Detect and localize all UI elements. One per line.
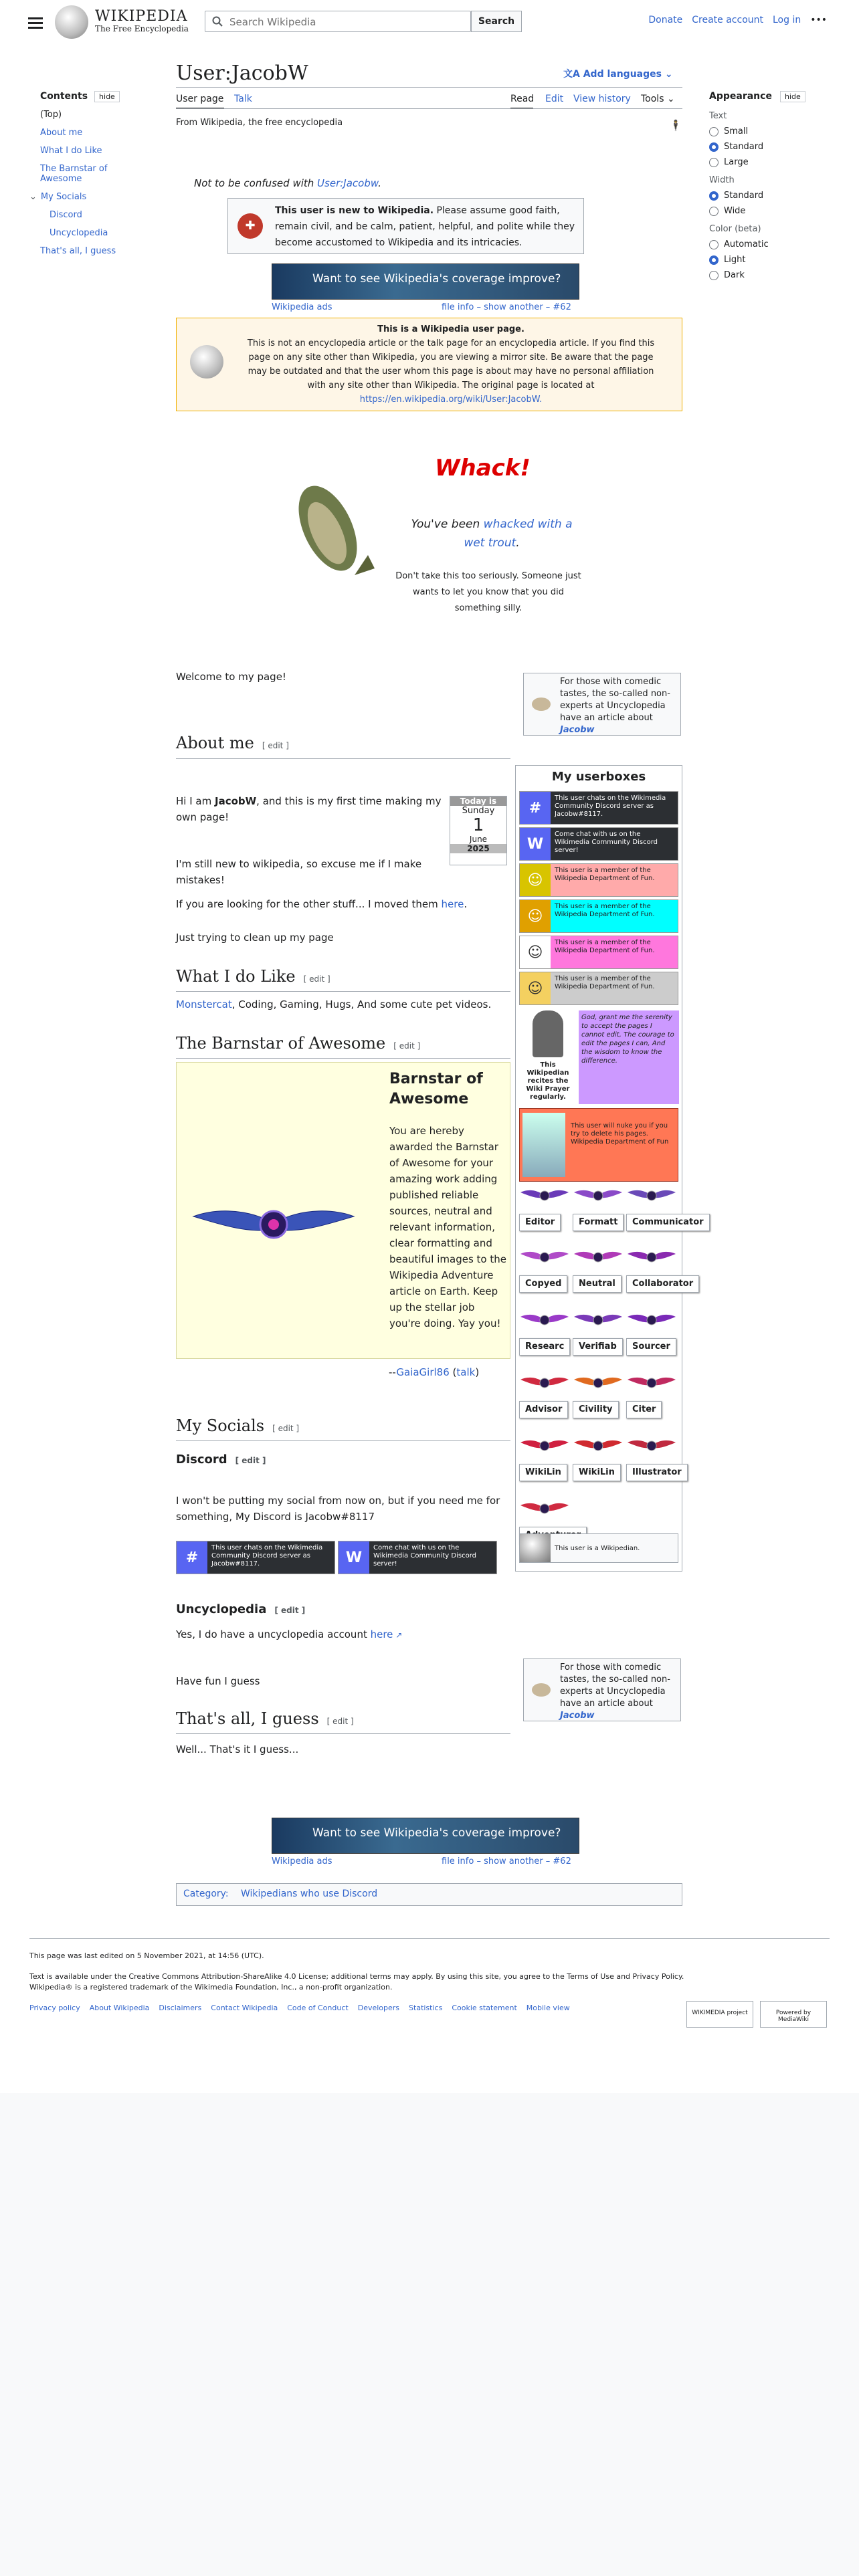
mediawiki-badge[interactable]: Powered by MediaWiki	[760, 2001, 827, 2028]
donate-link[interactable]: Donate	[648, 15, 683, 25]
barnstar-wings-icon	[519, 1313, 570, 1327]
userbox-wikipedian: This user is a Wikipedian.	[519, 1533, 678, 1563]
appearance-option[interactable]	[709, 270, 830, 280]
footer-link[interactable]: Disclaimers	[159, 2004, 202, 2012]
wet-trout-link[interactable]: whacked with a wet trout	[464, 518, 573, 550]
userbox-fun-1: ☺ This user is a member of the Wikipedia Department of Fun.	[519, 863, 678, 897]
barnstar-box	[176, 1062, 510, 1359]
barnstar-button[interactable]: Formatt	[573, 1214, 624, 1231]
barnstar-body: You are hereby awarded the Barnstar of Awesome for your amazing work adding published reliable sources, neutral and relevant information, clear formatting and beautiful images to the Wikipedia Adventure article on Earth. Keep up the stellar job you're doing. Yay you!	[389, 1125, 506, 1329]
userboxes-title: My userboxes	[551, 770, 646, 784]
toc-item-end[interactable]: That's all, I guess	[40, 246, 116, 256]
translate-icon: 文A	[563, 69, 583, 80]
barnstar-wings-icon	[519, 1501, 570, 1516]
chevron-down-icon: ⌄	[664, 69, 673, 80]
tab-talk[interactable]: Talk	[234, 94, 252, 104]
smiley-icon: ☺	[520, 936, 551, 968]
whack-body: Don't take this too seriously. Someone just wants to let you know that you did something silly.	[395, 571, 581, 613]
appearance-option[interactable]	[709, 206, 830, 216]
uncyclopedia-edit-link[interactable]: [ edit ]	[274, 1606, 306, 1615]
toc-item-like[interactable]: What I do Like	[40, 146, 102, 156]
barnstar-button[interactable]: Illustrator	[626, 1464, 688, 1481]
appearance-option[interactable]	[709, 157, 830, 167]
like-text: Monstercat, Coding, Gaming, Hugs, And some cute pet videos.	[176, 998, 492, 1010]
whack-line: You've been whacked with a wet trout.	[411, 518, 573, 550]
appearance-option-label: Light	[724, 255, 746, 265]
moved-here-link[interactable]: here	[441, 898, 464, 910]
hatnote-link[interactable]: User:Jacobw	[317, 177, 379, 189]
barnstar-button[interactable]: Communicator	[626, 1214, 710, 1231]
userbox-fun-3: ☺ This user is a member of the Wikipedia Department of Fun.	[519, 936, 678, 969]
toc-hide-button[interactable]: hide	[94, 91, 120, 102]
userbox-fun-2: ☺ This user is a member of the Wikipedia Department of Fun.	[519, 899, 678, 933]
radio-icon[interactable]	[709, 240, 719, 249]
barnstar-edit-link[interactable]: [ edit ]	[393, 1041, 421, 1051]
chevron-down-icon[interactable]: ⌄	[29, 192, 37, 202]
discord-heading: Discord [ edit ]	[176, 1453, 266, 1467]
toc-item-socials[interactable]: My Socials	[40, 192, 87, 202]
title-divider	[176, 87, 682, 88]
userbox-discord-2: W Come chat with us on the Wikimedia Community Discord server!	[519, 827, 678, 861]
about-p4: Just trying to clean up my page	[176, 932, 334, 944]
lifebuoy-icon: ✚	[237, 213, 263, 239]
discord-userbox-1: # This user chats on the Wikimedia Community Discord server as Jacobw#8117.	[176, 1541, 335, 1574]
main-menu-icon[interactable]	[28, 17, 43, 28]
wikimedia-project-badge[interactable]: WIKIMEDIA project	[686, 2001, 753, 2028]
today-calendar: Today is Sunday 1 June 2025	[450, 796, 507, 865]
wikipedia-ad-banner[interactable]: Want to see Wikipedia's coverage improve?	[272, 263, 579, 300]
category-bar	[176, 1883, 682, 1906]
tagline: From Wikipedia, the free encyclopedia	[176, 118, 343, 128]
footer-links	[29, 2004, 579, 2012]
appearance-option-label: Wide	[724, 206, 746, 216]
log-in-link[interactable]: Log in	[773, 15, 801, 25]
ad-file-info-link-2[interactable]: file info – show another – #62	[442, 1856, 571, 1866]
footer-link[interactable]: Code of Conduct	[287, 2004, 349, 2012]
uncyclopedia-text: Yes, I do have a uncyclopedia account here ↗	[176, 1628, 403, 1640]
barnstar-button[interactable]: Copyed	[519, 1275, 567, 1293]
barnstar-button[interactable]: Researc	[519, 1338, 570, 1356]
userbox-prayer: God, grant me the serenity to accept the pages I cannot edit, The courage to edit the pages I can, And the wisdom to know the difference.	[579, 1010, 679, 1104]
barnstar-wings-icon	[626, 1313, 677, 1327]
toc-item-top[interactable]: (Top)	[40, 110, 62, 120]
like-divider	[176, 991, 510, 992]
userbox-prayer-caption: This Wikipedian recites the Wiki Prayer regularly.	[519, 1010, 577, 1104]
user-icon: 🕴	[669, 119, 682, 132]
hatnote: Not to be confused with User:Jacobw.	[194, 177, 381, 189]
appearance-option-label: Large	[724, 157, 749, 167]
wikipedia-globe-icon	[190, 345, 223, 379]
about-p2: I'm still new to wikipedia, so excuse me if I make mistakes!	[176, 858, 422, 886]
barnstar-heading: The Barnstar of Awesome [ edit ]	[176, 1034, 421, 1053]
barnstar-button[interactable]: Advisor	[519, 1401, 568, 1418]
barnstar-wings-icon	[626, 1376, 677, 1390]
socials-edit-link[interactable]: [ edit ]	[272, 1424, 300, 1433]
like-edit-link[interactable]: [ edit ]	[303, 974, 330, 984]
appearance-option[interactable]	[709, 239, 830, 249]
toc-item-barnstar[interactable]: The Barnstar of Awesome	[40, 164, 108, 184]
radio-selected-icon[interactable]	[709, 191, 719, 201]
footer-link[interactable]: Contact Wikipedia	[211, 2004, 278, 2012]
appearance-option[interactable]	[709, 142, 830, 152]
footer-link[interactable]: About Wikipedia	[89, 2004, 150, 2012]
footer-divider	[29, 1938, 830, 1939]
barnstar-button[interactable]: Sourcer	[626, 1338, 676, 1356]
userbox-discord-1: # This user chats on the Wikimedia Community Discord server as Jacobw#8117.	[519, 791, 678, 825]
barnstar-button[interactable]: Citer	[626, 1401, 662, 1418]
barnstar-wings-icon	[190, 1203, 357, 1243]
tab-edit[interactable]: Edit	[545, 94, 564, 104]
radio-icon[interactable]	[709, 207, 719, 216]
userbox-nuke: This user will nuke you if you try to delete his pages. Wikipedia Department of Fun	[519, 1108, 678, 1182]
about-p3: If you are looking for the other stuff... I moved them here.	[176, 898, 468, 910]
barnstar-button[interactable]: Collaborator	[626, 1275, 699, 1293]
potato-icon	[532, 1683, 551, 1697]
smiley-icon: ☺	[520, 972, 551, 1004]
appearance-option-label: Small	[724, 126, 749, 136]
praying-figure-icon	[533, 1010, 563, 1057]
appearance-option[interactable]	[709, 191, 830, 201]
category-label[interactable]: Category:	[183, 1889, 229, 1899]
barnstar-wings-icon	[626, 1250, 677, 1265]
tab-user-page[interactable]: User page	[176, 94, 224, 104]
socials-divider	[176, 1440, 510, 1441]
uncyclopedia-heading: Uncyclopedia [ edit ]	[176, 1602, 306, 1616]
end-divider	[176, 1733, 510, 1734]
toc-item-about[interactable]: About me	[40, 128, 83, 138]
wikipedia-ad-banner-2[interactable]: Want to see Wikipedia's coverage improve?	[272, 1818, 579, 1854]
license-text: Text is available under the Creative Commons Attribution-ShareAlike 4.0 License; additional terms may apply. By using this site, you agree to the Terms of Use and Privacy Policy. Wikipedia® is a registered trademark of the Wikimedia Foundation, Inc., a non-profit organization.	[29, 1972, 684, 1992]
logo-subtitle: The Free Encyclopedia	[95, 24, 189, 33]
about-heading: About me [ edit ]	[176, 734, 289, 752]
uncyclopedia-account-link[interactable]: here	[370, 1628, 393, 1640]
barnstar-button[interactable]: WikiLin	[519, 1464, 567, 1481]
category-link[interactable]: Wikipedians who use Discord	[241, 1889, 378, 1899]
original-page-url[interactable]: https://en.wikipedia.org/wiki/User:JacobW.	[359, 395, 543, 405]
footer-link[interactable]: Mobile view	[526, 2004, 570, 2012]
tab-read[interactable]: Read	[510, 94, 535, 104]
barnstar-button[interactable]: Neutral	[573, 1275, 622, 1293]
toc-item-discord[interactable]: Discord	[50, 210, 82, 220]
userpage-notice: This is a Wikipedia user page. This is not an encyclopedia article or the talk page for an encyclopedia article. If you find this page on any site other than Wikipedia, you are viewing a mirror site. Be aware that the page may be outdated and that the user whom this page is about may have no personal affiliation with any site other than Wikipedia. The original page is located at https://en.wikipedia.org/wiki/User:JacobW.	[176, 318, 682, 411]
footer-link[interactable]: Developers	[357, 2004, 400, 2012]
barnstar-wings-icon	[519, 1376, 570, 1390]
have-fun-text: Have fun I guess	[176, 1675, 260, 1687]
tools-menu[interactable]: Tools ⌄	[641, 94, 675, 104]
trout-icon	[281, 468, 381, 582]
radio-selected-icon[interactable]	[709, 255, 719, 265]
radio-selected-icon[interactable]	[709, 142, 719, 152]
barnstar-title: Barnstar of Awesome	[389, 1071, 483, 1107]
search-icon	[212, 16, 223, 27]
search-box[interactable]	[205, 11, 471, 32]
wikipedia-ads-link-2[interactable]: Wikipedia ads	[272, 1856, 332, 1866]
barnstar-wings-icon	[573, 1313, 624, 1327]
userbox-fun-4: ☺ This user is a member of the Wikipedia Department of Fun.	[519, 972, 678, 1005]
about-divider	[176, 758, 510, 759]
potato-icon	[532, 697, 551, 711]
barnstar-wings-icon	[626, 1188, 677, 1203]
appearance-option-label: Standard	[724, 142, 764, 152]
barnstar-wings-icon	[519, 1188, 570, 1203]
barnstar-button[interactable]: WikiLin	[573, 1464, 621, 1481]
about-p1: Hi I am JacobW, and this is my first time making my own page!	[176, 795, 442, 823]
signature-talk-link[interactable]: talk	[456, 1366, 476, 1378]
toc-item-uncyclopedia[interactable]: Uncyclopedia	[50, 228, 108, 238]
logo-title[interactable]: WIKIPEDIA	[95, 8, 188, 25]
like-heading: What I do Like [ edit ]	[176, 967, 330, 986]
ad-file-info-link[interactable]: file info – show another – #62	[442, 302, 571, 312]
page-title: User:JacobW	[176, 62, 308, 85]
new-user-notice: ✚ This user is new to Wikipedia. Please assume good faith, remain civil, and be calm, patient, helpful, and polite while they become accustomed to Wikipedia and its intricacies.	[227, 198, 584, 254]
mushroom-cloud-icon	[522, 1113, 565, 1177]
radio-icon[interactable]	[709, 127, 719, 136]
barnstar-wings-icon	[573, 1250, 624, 1265]
barnstar-button[interactable]: Civility	[573, 1401, 619, 1418]
search-button[interactable]: Search	[471, 11, 522, 32]
tab-view-history[interactable]: View history	[573, 94, 631, 104]
whack-title: Whack!	[435, 455, 531, 481]
socials-heading: My Socials [ edit ]	[176, 1416, 300, 1435]
table-of-contents	[29, 91, 140, 256]
barnstar-button[interactable]: Editor	[519, 1214, 561, 1231]
signature-user-link[interactable]: GaiaGirl86	[396, 1366, 450, 1378]
end-text: Well... That's it I guess...	[176, 1743, 299, 1755]
appearance-option[interactable]	[709, 255, 830, 265]
end-edit-link[interactable]: [ edit ]	[326, 1717, 354, 1726]
about-edit-link[interactable]: [ edit ]	[262, 741, 289, 750]
appearance-option-label: Dark	[724, 270, 745, 280]
discord-text: I won't be putting my social from now on, but if you need me for something, My Discord is Jacobw#8117	[176, 1495, 500, 1523]
barnstar-button[interactable]: Verifiab	[573, 1338, 623, 1356]
footer-link[interactable]: Cookie statement	[452, 2004, 517, 2012]
appearance-option-label: Standard	[724, 191, 764, 201]
add-languages-button[interactable]: 文A Add languages ⌄	[563, 69, 673, 80]
appearance-hide-button[interactable]: hide	[780, 91, 805, 102]
barnstar-wings-icon	[573, 1438, 624, 1453]
welcome-text: Welcome to my page!	[176, 671, 286, 683]
discord-userbox-2: W Come chat with us on the Wikimedia Community Discord server!	[338, 1541, 497, 1574]
footer-link[interactable]: Statistics	[409, 2004, 443, 2012]
more-options-icon[interactable]: •••	[810, 15, 827, 25]
toc-title: Contents	[40, 91, 88, 102]
uncyclopedia-box-2: For those with comedic tastes, the so-called non-experts at Uncyclopedia have an article about Jacobw	[523, 1658, 681, 1721]
external-link-icon: ↗	[393, 1630, 403, 1640]
barnstar-wings-icon	[626, 1438, 677, 1453]
radio-icon[interactable]	[709, 271, 719, 280]
smiley-icon: ☺	[520, 864, 551, 896]
radio-icon[interactable]	[709, 158, 719, 167]
appearance-option-label: Automatic	[724, 239, 769, 249]
create-account-link[interactable]: Create account	[692, 15, 763, 25]
wikipedia-globe-logo[interactable]	[55, 5, 88, 39]
footer-link[interactable]: Privacy policy	[29, 2004, 80, 2012]
barnstar-signature: --GaiaGirl86 (talk)	[389, 1366, 480, 1378]
userboxes-panel	[515, 765, 704, 1572]
barnstar-wings-icon	[519, 1438, 570, 1453]
barnstar-wings-icon	[573, 1376, 624, 1390]
barnstar-wings-icon	[519, 1250, 570, 1265]
uncyclopedia-box: For those with comedic tastes, the so-called non-experts at Uncyclopedia have an article about Jacobw	[523, 673, 681, 736]
barnstar-wings-icon	[573, 1188, 624, 1203]
search-input[interactable]	[228, 14, 465, 30]
barnstar-divider	[176, 1058, 510, 1059]
monstercat-link[interactable]: Monstercat	[176, 998, 232, 1010]
smiley-icon: ☺	[520, 900, 551, 932]
tabs-divider	[176, 108, 682, 109]
wikipedia-ads-link[interactable]: Wikipedia ads	[272, 302, 332, 312]
end-heading: That's all, I guess [ edit ]	[176, 1709, 354, 1728]
personal-tools	[639, 15, 827, 25]
last-edited: This page was last edited on 5 November 2021, at 14:56 (UTC).	[29, 1951, 264, 1960]
appearance-panel: Appearance hide Text Small Standard Large Width Standard Wide Color (beta) Automatic Light Dark	[709, 91, 830, 280]
discord-edit-link[interactable]: [ edit ]	[235, 1456, 266, 1465]
appearance-option[interactable]	[709, 126, 830, 136]
